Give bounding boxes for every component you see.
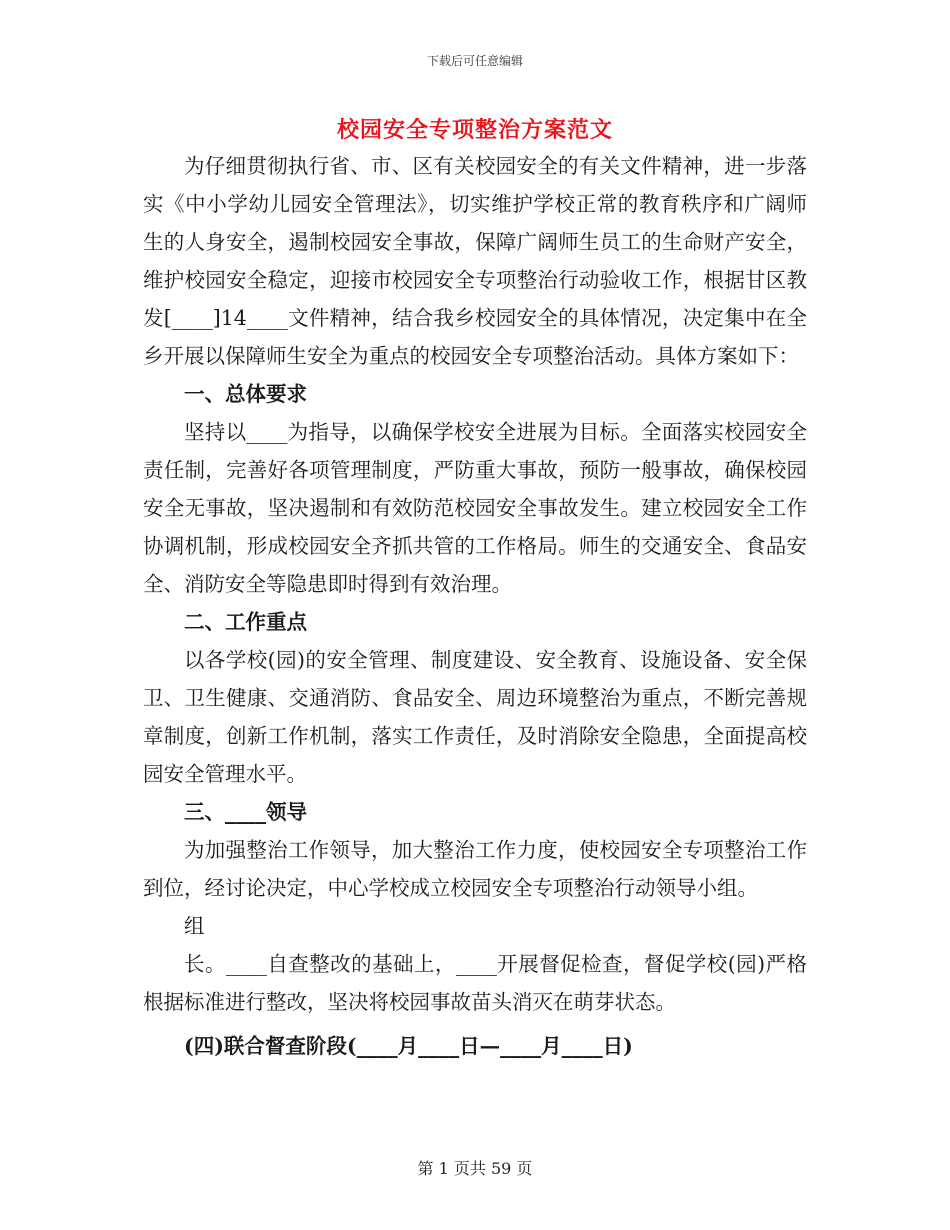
section-heading-work-focus: 二、工作重点 — [184, 610, 307, 634]
section-heading-leadership: 三、____领导 — [184, 800, 307, 824]
group-leader-paragraph: 长。____自查整改的基础上，____开展督促检查，督促学校(园)严格根据标准进行整改，坚决将校园事故苗头消灭在萌芽状态。 — [143, 952, 807, 1014]
work-focus-paragraph: 以各学校(园)的安全管理、制度建设、安全教育、设施设备、安全保卫、卫生健康、交通消防、食品安全、周边环境整治为重点，不断完善规章制度，创新工作机制，落实工作责任，及时消除安全隐患，全面提高校园安全管理水平。 — [143, 648, 807, 786]
leadership-paragraph: 为加强整治工作领导，加大整治工作力度，使校园安全专项整治工作到位，经讨论决定，中心学校成立校园安全专项整治行动领导小组。 — [143, 838, 807, 900]
intro-paragraph: 为仔细贯彻执行省、市、区有关校园安全的有关文件精神，进一步落实《中小学幼儿园安全管理法》，切实维护学校正常的教育秩序和广阔师生的人身安全，遏制校园安全事故，保障广阔师生员工的生命财产安全，维护校园安全稳定，迎接市校园安全专项整治行动验收工作，根据甘区教发[____]14____文件精神，结合我乡校园安全的具体情况，决定集中在全乡开展以保障师生安全为重点的校园安全专项整治活动。具体方案如下： — [143, 154, 807, 368]
document-body — [143, 147, 807, 1067]
section-heading-joint-inspection: (四)联合督查阶段(____月____日—____月____日) — [184, 1034, 633, 1058]
page-footer: 第 1 页共 59 页 — [417, 1159, 533, 1178]
general-requirements-paragraph: 坚持以____为指导，以确保学校安全进展为目标。全面落实校园安全责任制，完善好各项管理制度，严防重大事故，预防一般事故，确保校园安全无事故，坚决遏制和有效防范校园安全事故发生。建立校园安全工作协调机制，形成校园安全齐抓共管的工作格局。师生的交通安全、食品安全、消防安全等隐患即时得到有效治理。 — [143, 420, 807, 596]
document-title: 校园安全专项整治方案范文 — [336, 117, 613, 143]
header-note: 下载后可任意编辑 — [426, 54, 523, 68]
section-heading-general-requirements: 一、总体要求 — [184, 382, 307, 406]
group-label-paragraph: 组 — [184, 914, 205, 938]
